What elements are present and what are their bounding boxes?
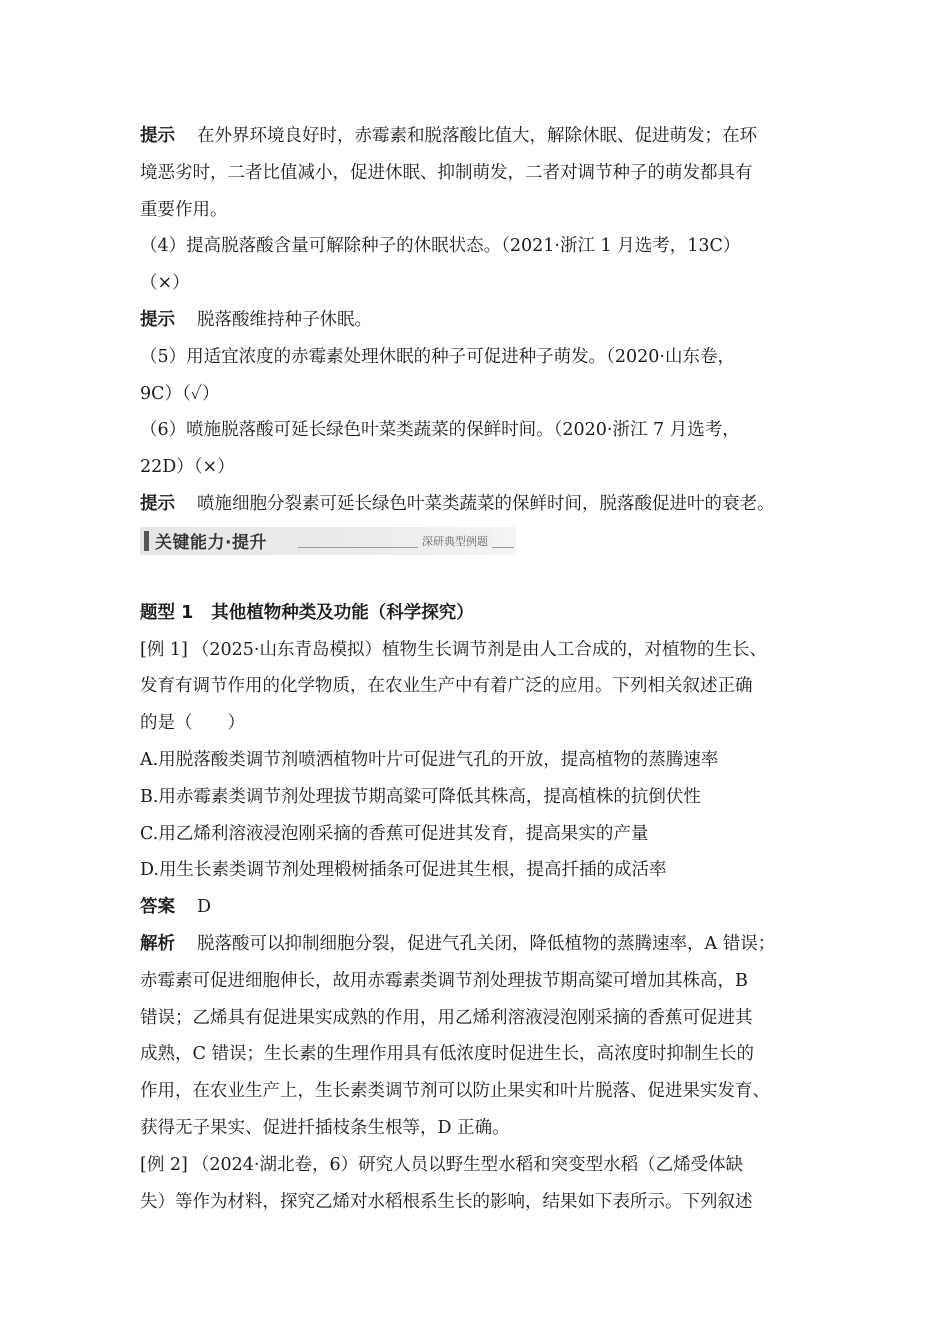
- analysis-line: 获得无子果实、促进扦插枝条生根等，D 正确。: [140, 1117, 510, 1138]
- analysis-line: [140, 926, 826, 963]
- question-4-verdict: （×）: [140, 273, 190, 294]
- section-banner: [140, 527, 516, 555]
- example-1-line: 发育有调节作用的化学物质，在农业生产中有着广泛的应用。下列相关叙述正确: [140, 676, 753, 697]
- option-d: D.用生长素类调节剂处理椴树插条可促进其生根，提高扦插的成活率: [140, 860, 667, 881]
- answer-value: D: [197, 897, 212, 918]
- analysis-line: 成熟，C 错误；生长素的生理作用具有低浓度时促进生长，高浓度时抑制生长的: [140, 1044, 754, 1065]
- document-page: [140, 118, 826, 1220]
- example-1-line: [140, 632, 826, 669]
- answer-label: 答案: [140, 897, 175, 918]
- question-5-line: （5）用适宜浓度的赤霉素处理休眠的种子可促进种子萌发。（2020·山东卷，: [140, 346, 735, 367]
- analysis-line: 赤霉素可促进细胞伸长，故用赤霉素类调节剂处理拔节期高粱可增加其株高，B: [140, 970, 748, 991]
- option-b: B.用赤霉素类调节剂处理拔节期高粱可降低其株高，提高植株的抗倒伏性: [140, 786, 701, 807]
- question-6-line: （6）喷施脱落酸可延长绿色叶菜类蔬菜的保鲜时间。（2020·浙江 7 月选考，: [140, 420, 740, 441]
- banner-title: 关键能力·提升: [155, 533, 267, 554]
- example-1-text: （2025·山东青岛模拟）植物生长调节剂是由人工合成的，对植物的生长、: [191, 639, 767, 660]
- question-6-verdict: 22D）（×）: [140, 457, 235, 478]
- example-2-label: [例 2]: [140, 1154, 188, 1175]
- type-heading: [140, 595, 826, 632]
- example-1-line: 的是（ ）: [140, 713, 245, 734]
- tip-label: 提示: [140, 126, 175, 146]
- tip-label: 提示: [140, 493, 175, 514]
- tip-line: 境恶劣时，二者比值减小，促进休眠、抑制萌发，二者对调节种子的萌发都具有: [140, 162, 753, 183]
- tip-text: 在外界环境良好时，赤霉素和脱落酸比值大，解除休眠、促进萌发；在环: [197, 126, 757, 146]
- tip-text: 喷施细胞分裂素可延长绿色叶菜类蔬菜的保鲜时间，脱落酸促进叶的衰老。: [197, 493, 775, 514]
- question-4-line: （4）提高脱落酸含量可解除种子的休眠状态。（2021·浙江 1 月选考，13C）: [140, 236, 741, 257]
- tip-line: [140, 118, 826, 155]
- tip-label: 提示: [140, 309, 175, 330]
- example-2-line: [140, 1147, 826, 1184]
- banner-bar: [144, 531, 149, 551]
- tip-text: 脱落酸维持种子休眠。: [197, 309, 372, 330]
- analysis-label: 解析: [140, 933, 175, 954]
- answer-line: [140, 889, 826, 926]
- analysis-line: 错误；乙烯具有促进果实成熟的作用，用乙烯利溶液浸泡刚采摘的香蕉可促进其: [140, 1007, 753, 1028]
- example-1-label: [例 1]: [140, 639, 188, 660]
- banner-subtitle: 深研典型例题: [418, 533, 492, 549]
- option-c: C.用乙烯利溶液浸泡刚采摘的香蕉可促进其发育，提高果实的产量: [140, 823, 649, 844]
- type-number: 题型 1: [140, 602, 194, 623]
- banner-rule-tail: [492, 547, 514, 548]
- tip-line: [140, 302, 826, 339]
- example-2-line: 失）等作为材料，探究乙烯对水稻根系生长的影响，结果如下表所示。下列叙述: [140, 1191, 753, 1212]
- example-2-text: （2024·湖北卷，6）研究人员以野生型水稻和突变型水稻（乙烯受体缺: [191, 1154, 744, 1175]
- tip-line: [140, 486, 826, 523]
- tip-line: 重要作用。: [140, 199, 228, 220]
- option-a: A.用脱落酸类调节剂喷洒植物叶片可促进气孔的开放，提高植物的蒸腾速率: [140, 749, 719, 770]
- analysis-text: 脱落酸可以抑制细胞分裂，促进气孔关闭，降低植物的蒸腾速率，A 错误；: [197, 933, 776, 954]
- type-title: 其他植物种类及功能（科学探究）: [211, 602, 474, 623]
- analysis-line: 作用，在农业生产上，生长素类调节剂可以防止果实和叶片脱落、促进果实发育、: [140, 1081, 770, 1102]
- question-5-verdict: 9C）（✓）: [140, 383, 220, 404]
